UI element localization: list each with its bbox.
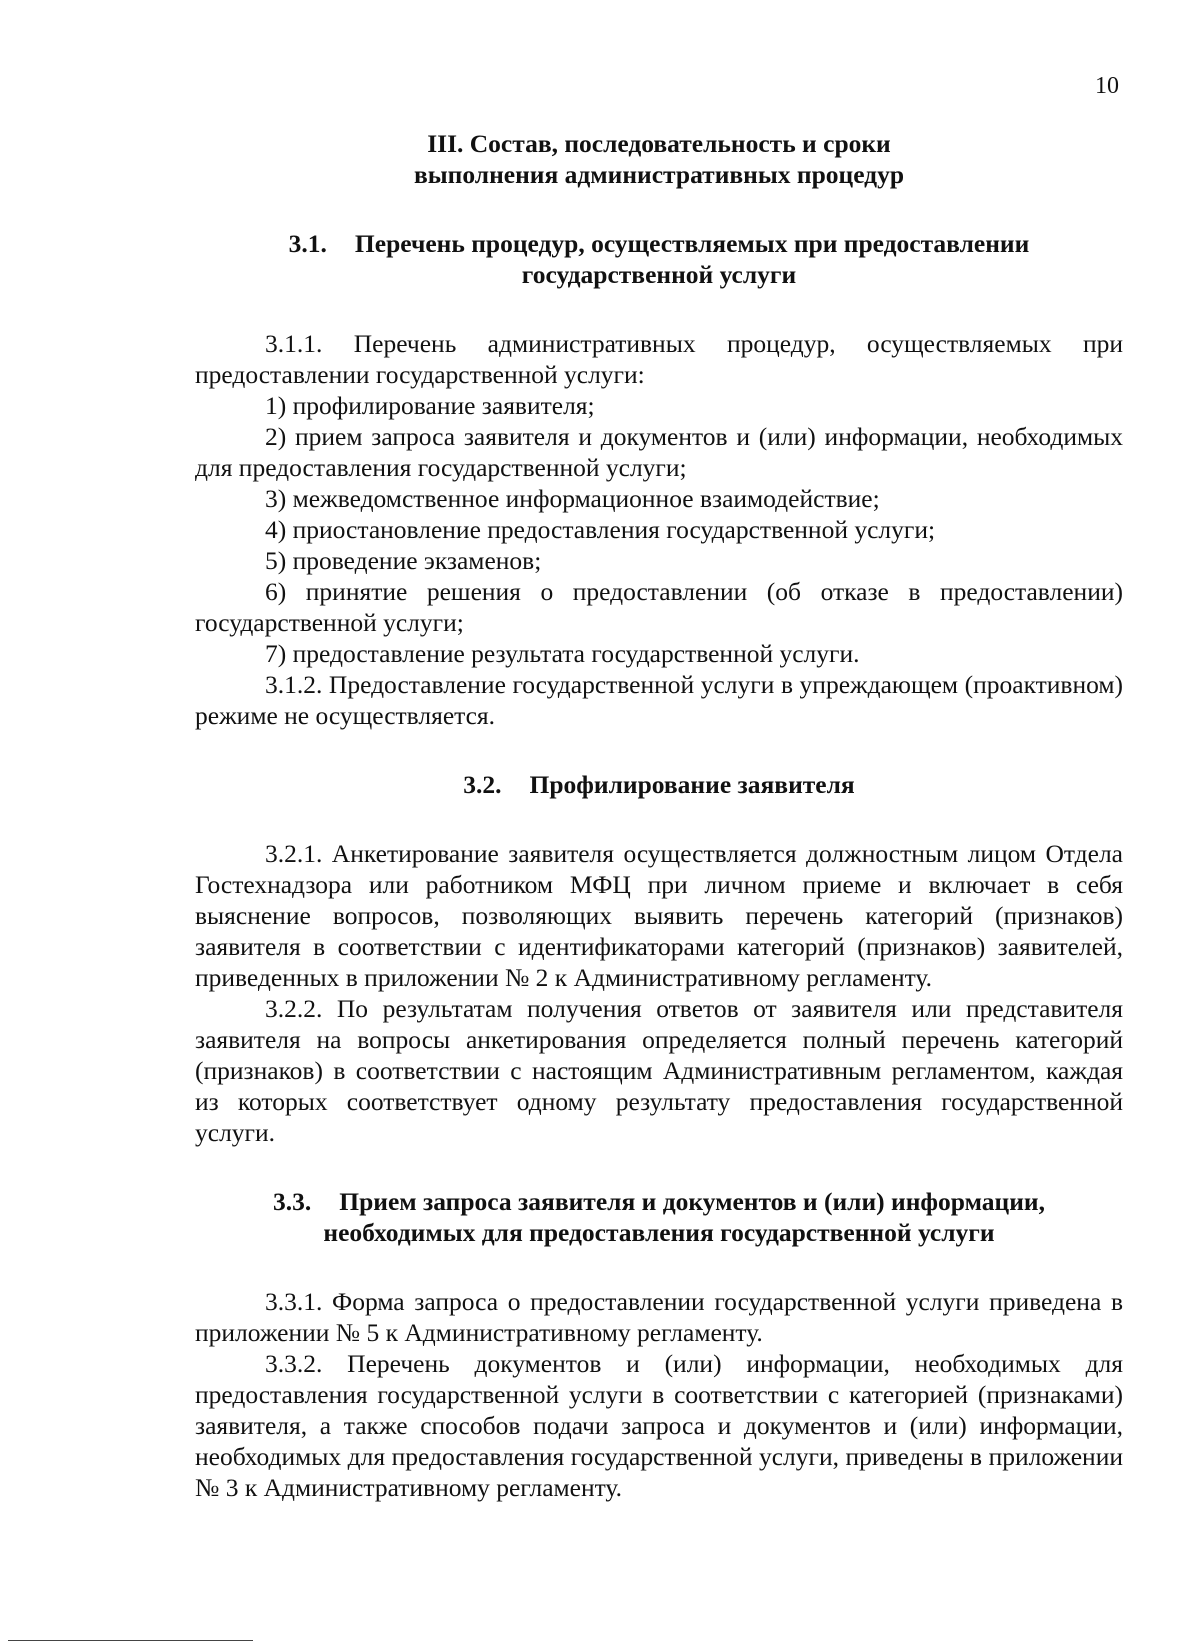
subsection-3-3-title (195, 1186, 1123, 1248)
list-item-5: 5) проведение экзаменов; (265, 546, 542, 575)
subsection-3-2-number: 3.2. (463, 770, 502, 799)
subsection-3-2-title-text: Профилирование заявителя (529, 770, 855, 799)
paragraph-3-3-1: 3.3.1. Форма запроса о предоставлении государственной услуги приведена в приложении № 5 к Административному регламенту. (195, 1287, 1123, 1347)
list-item-7: 7) предоставление результата государственной услуги. (265, 639, 860, 668)
subsection-3-3-number: 3.3. (272, 1187, 312, 1216)
section-title-line-2: выполнения административных процедур (413, 160, 905, 189)
footnote-divider (8, 1640, 253, 1641)
page-number: 10 (1095, 73, 1119, 99)
document-body (195, 128, 1123, 1503)
paragraph-3-2-2: 3.2.2. По результатам получения ответов от заявителя или представителя заявителя на вопросы анкетирования определяется полный перечень категорий (признаков) в соответствии с настоящим Административным регламентом, каждая из которых соответствует одному результату предоставления государственной услуги. (195, 994, 1123, 1147)
subsection-3-1-number: 3.1. (288, 229, 327, 258)
list-item-6: 6) принятие решения о предоставлении (об отказе в предоставлении) государственной услуги; (195, 577, 1123, 637)
list-item-4: 4) приостановление предоставления государственной услуги; (265, 515, 936, 544)
subsection-3-3-title-line-2: необходимых для предоставления государственной услуги (323, 1218, 995, 1247)
paragraph-3-3-2: 3.3.2. Перечень документов и (или) информации, необходимых для предоставления государственной услуги в соответствии с категорией (признаками) заявителя, а также способов подачи запроса и документов и (или) информации, необходимых для предоставления государственной услуги, приведены в приложении № 3 к Административному регламенту. (195, 1349, 1123, 1502)
paragraph-3-1-2: 3.1.2. Предоставление государственной услуги в упреждающем (проактивном) режиме не осуществляется. (195, 670, 1123, 730)
paragraph-3-1-1: 3.1.1. Перечень административных процедур, осуществляемых при предоставлении государственной услуги: (195, 329, 1123, 389)
subsection-3-3-title-line-1: Прием запроса заявителя и документов и (или) информации, (339, 1187, 1046, 1216)
subsection-3-1-title (195, 228, 1123, 290)
paragraph-3-2-1: 3.2.1. Анкетирование заявителя осуществляется должностным лицом Отдела Гостехнадзора или работником МФЦ при личном приеме и включает в себя выяснение вопросов, позволяющих выявить перечень категорий (признаков) заявителя в соответствии с идентификаторами категорий (признаков) заявителей, приведенных в приложении № 2 к Административному регламенту. (195, 839, 1123, 992)
subsection-3-1-title-line-2: государственной услуги (521, 260, 797, 289)
list-item-1: 1) профилирование заявителя; (265, 391, 595, 420)
subsection-3-2-title (195, 769, 1123, 800)
section-title-line-1: III. Состав, последовательность и сроки (427, 129, 891, 158)
subsection-3-1-title-line-1: Перечень процедур, осуществляемых при предоставлении (354, 229, 1030, 258)
list-item-3: 3) межведомственное информационное взаимодействие; (265, 484, 880, 513)
list-item-2: 2) прием запроса заявителя и документов и (или) информации, необходимых для предоставления государственной услуги; (195, 422, 1123, 482)
section-title (195, 128, 1123, 190)
